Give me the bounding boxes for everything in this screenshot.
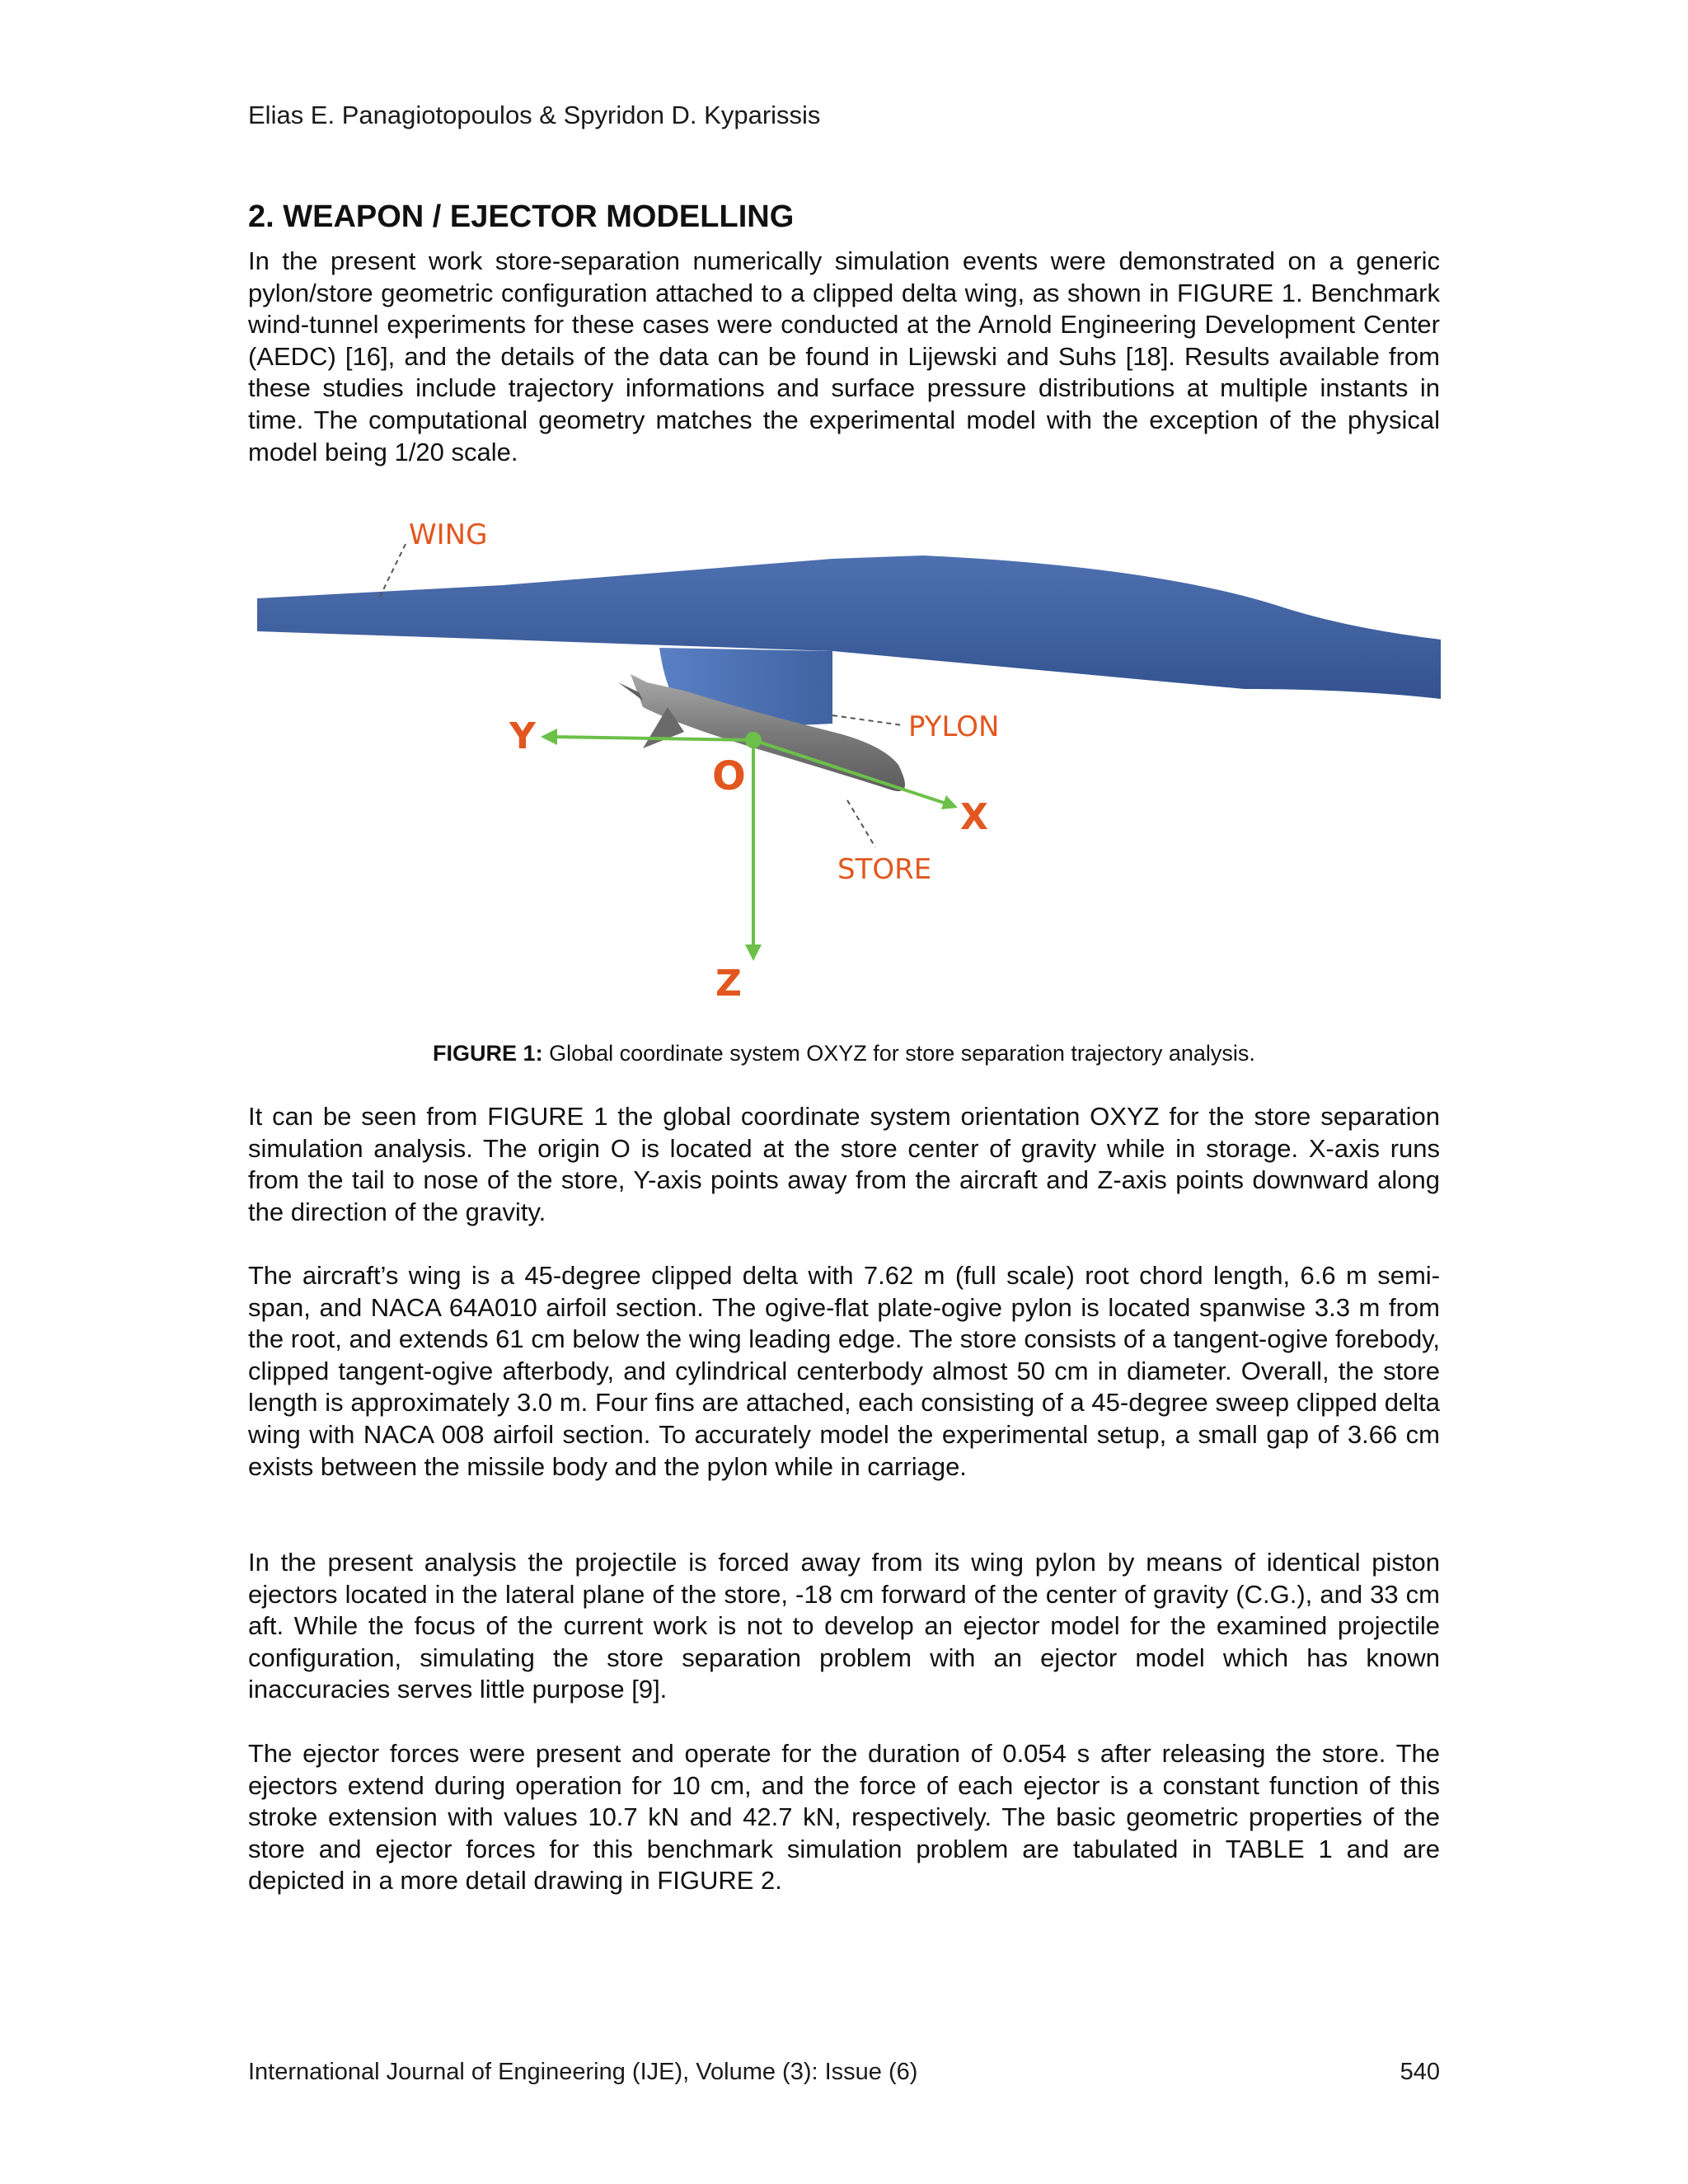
figure-1-illustration (256, 509, 1441, 1005)
running-head-authors: Elias E. Panagiotopoulos & Spyridon D. Kyparissis (248, 101, 821, 129)
y-axis-label: Y (509, 715, 536, 757)
section-title: 2. WEAPON / EJECTOR MODELLING (248, 199, 795, 234)
paragraph-wing-geometry: The aircraft’s wing is a 45-degree clipped delta with 7.62 m (full scale) root chord length, 6.6 m semi-span, and NACA 64A010 airfoil section. The ogive-flat plate-ogive pylon is located spanwise 3.3 m from the root, and extends 61 cm below the wing leading edge. The store consists of a tangent-ogive forebody, clipped tangent-ogive afterbody, and cylindrical centerbody almost 50 cm in diameter. Overall, the store length is approximately 3.0 m. Four fins are attached, each consisting of a 45-degree sweep clipped delta wing with NACA 008 airfoil section. To accurately model the experimental setup, a small gap of 3.66 cm exists between the missile body and the pylon while in carriage. (248, 1261, 1440, 1481)
z-axis-arrowhead (745, 944, 762, 961)
pylon-leader-line (832, 715, 903, 725)
origin-label: O (712, 753, 746, 799)
figure-caption-label: FIGURE 1: (433, 1041, 543, 1066)
pylon-label: PYLON (908, 710, 1000, 743)
figure-1 (256, 509, 1441, 1005)
store-leader-line (847, 800, 875, 847)
paragraph-ejector-forces: The ejector forces were present and operate for the duration of 0.054 s after releasing the store. The ejectors extend during operation for 10 cm, and the force of each ejector is a constant function of this stroke extension with values 10.7 kN and 42.7 kN, respectively. The basic geometric properties of the store and ejector forces for this benchmark simulation problem are tabulated in TABLE 1 and are depicted in a more detail drawing in FIGURE 2. (248, 1739, 1440, 1896)
wing-leader-line (379, 544, 406, 598)
footer-journal: International Journal of Engineering (IJE), Volume (3): Issue (6) (248, 2059, 918, 2085)
y-axis-arrowhead (541, 729, 557, 745)
footer-page-number: 540 (1400, 2059, 1440, 2085)
wing-label: WING (409, 518, 488, 551)
paragraph-ejectors: In the present analysis the projectile is forced away from its wing pylon by means of identical piston ejectors located in the lateral plane of the store, -18 cm forward of the center of gravity (C.G.), and 33 cm aft. While the focus of the current work is not to develop an ejector model for the examined projectile configuration, simulating the store separation problem with an ejector model which has known inaccuracies serves little purpose [9]. (248, 1548, 1440, 1704)
figure-1-caption (0, 1039, 1688, 1067)
x-axis-label: X (960, 796, 988, 838)
paragraph-intro: In the present work store-separation numerically simulation events were demonstrated on a generic pylon/store geometric configuration attached to a clipped delta wing, as shown in FIGURE 1. Benchmark wind-tunnel experiments for these cases were conducted at the Arnold Engineering Development Center (AEDC) [16], and the details of the data can be found in Lijewski and Suhs [18]. Results available from these studies include trajectory informations and surface pressure distributions at multiple instants in time. The computational geometry matches the experimental model with the exception of the physical model being 1/20 scale. (248, 246, 1440, 466)
x-axis-arrowhead (941, 795, 958, 809)
origin-point (745, 732, 762, 748)
store-label: STORE (837, 853, 932, 886)
wing-shape (257, 555, 1441, 699)
z-axis-label: Z (715, 963, 742, 1005)
paragraph-coordinate-system: It can be seen from FIGURE 1 the global coordinate system orientation OXYZ for the store separation simulation analysis. The origin O is located at the store center of gravity while in storage. X-axis runs from the tail to nose of the store, Y-axis points away from the aircraft and Z-axis points downward along the direction of the gravity. (248, 1102, 1440, 1226)
figure-caption-text: Global coordinate system OXYZ for store separation trajectory analysis. (542, 1041, 1255, 1066)
